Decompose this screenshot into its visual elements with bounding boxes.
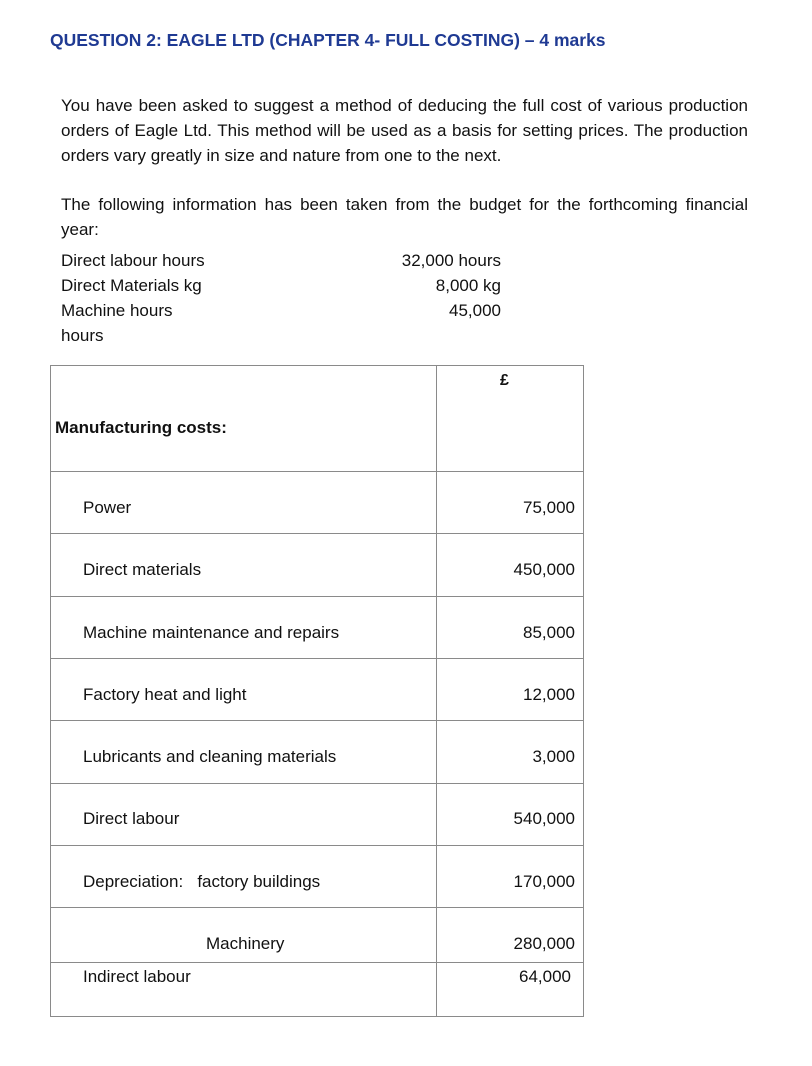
row-divider bbox=[51, 658, 583, 659]
cost-label: Machine maintenance and repairs bbox=[83, 623, 340, 642]
cost-label: Power bbox=[83, 498, 132, 517]
budget-info-row bbox=[61, 298, 501, 323]
row-divider bbox=[51, 471, 583, 472]
cost-label: Depreciation: factory buildings bbox=[83, 872, 321, 891]
row-divider bbox=[51, 907, 583, 908]
cost-amount: 450,000 bbox=[513, 560, 575, 579]
budget-info-label: Direct labour hours bbox=[61, 251, 205, 270]
budget-info-trailing: hours bbox=[61, 326, 104, 345]
currency-header: £ bbox=[500, 372, 509, 389]
row-divider bbox=[51, 845, 583, 846]
budget-info-row bbox=[61, 273, 501, 298]
cost-label: Direct labour bbox=[83, 809, 180, 828]
cost-amount: 3,000 bbox=[532, 747, 575, 766]
cost-amount: 170,000 bbox=[513, 872, 575, 891]
cost-label: Indirect labour bbox=[83, 967, 191, 986]
budget-info-label: Direct Materials kg bbox=[61, 276, 202, 295]
budget-info-value: 8,000 kg bbox=[435, 276, 501, 295]
row-divider bbox=[51, 783, 583, 784]
budget-info-value: 32,000 hours bbox=[401, 251, 501, 270]
cost-amount: 540,000 bbox=[513, 809, 575, 828]
question-title: QUESTION 2: EAGLE LTD (CHAPTER 4- FULL COSTING) – 4 marks bbox=[50, 30, 606, 50]
budget-info bbox=[61, 248, 501, 348]
info-paragraph: The following information has been taken from the budget for the forthcoming financial year: bbox=[61, 195, 748, 239]
section-label: Manufacturing costs: bbox=[55, 418, 227, 437]
cost-label: Factory heat and light bbox=[83, 685, 247, 704]
cost-label: Machinery bbox=[206, 934, 285, 953]
budget-info-row bbox=[61, 323, 501, 348]
cost-amount: 85,000 bbox=[523, 623, 575, 642]
row-divider bbox=[51, 596, 583, 597]
cost-amount: 280,000 bbox=[513, 934, 575, 953]
column-divider bbox=[436, 366, 437, 1016]
intro-paragraph: You have been asked to suggest a method of deducing the full cost of various production orders of Eagle Ltd. This method will be used as a basis for setting prices. The production orders vary greatly in size and nature from one to the next. bbox=[61, 96, 748, 165]
cost-label: Direct materials bbox=[83, 560, 202, 579]
budget-info-row bbox=[61, 248, 501, 273]
cost-label: Lubricants and cleaning materials bbox=[83, 747, 337, 766]
cost-amount: 64,000 bbox=[519, 967, 571, 986]
cost-amount: 12,000 bbox=[523, 685, 575, 704]
budget-info-value: 45,000 bbox=[449, 301, 501, 320]
row-divider bbox=[51, 720, 583, 721]
budget-info-label: Machine hours bbox=[61, 301, 173, 320]
cost-amount: 75,000 bbox=[523, 498, 575, 517]
manufacturing-costs-table bbox=[50, 365, 584, 1017]
row-divider bbox=[51, 962, 583, 963]
row-divider bbox=[51, 533, 583, 534]
